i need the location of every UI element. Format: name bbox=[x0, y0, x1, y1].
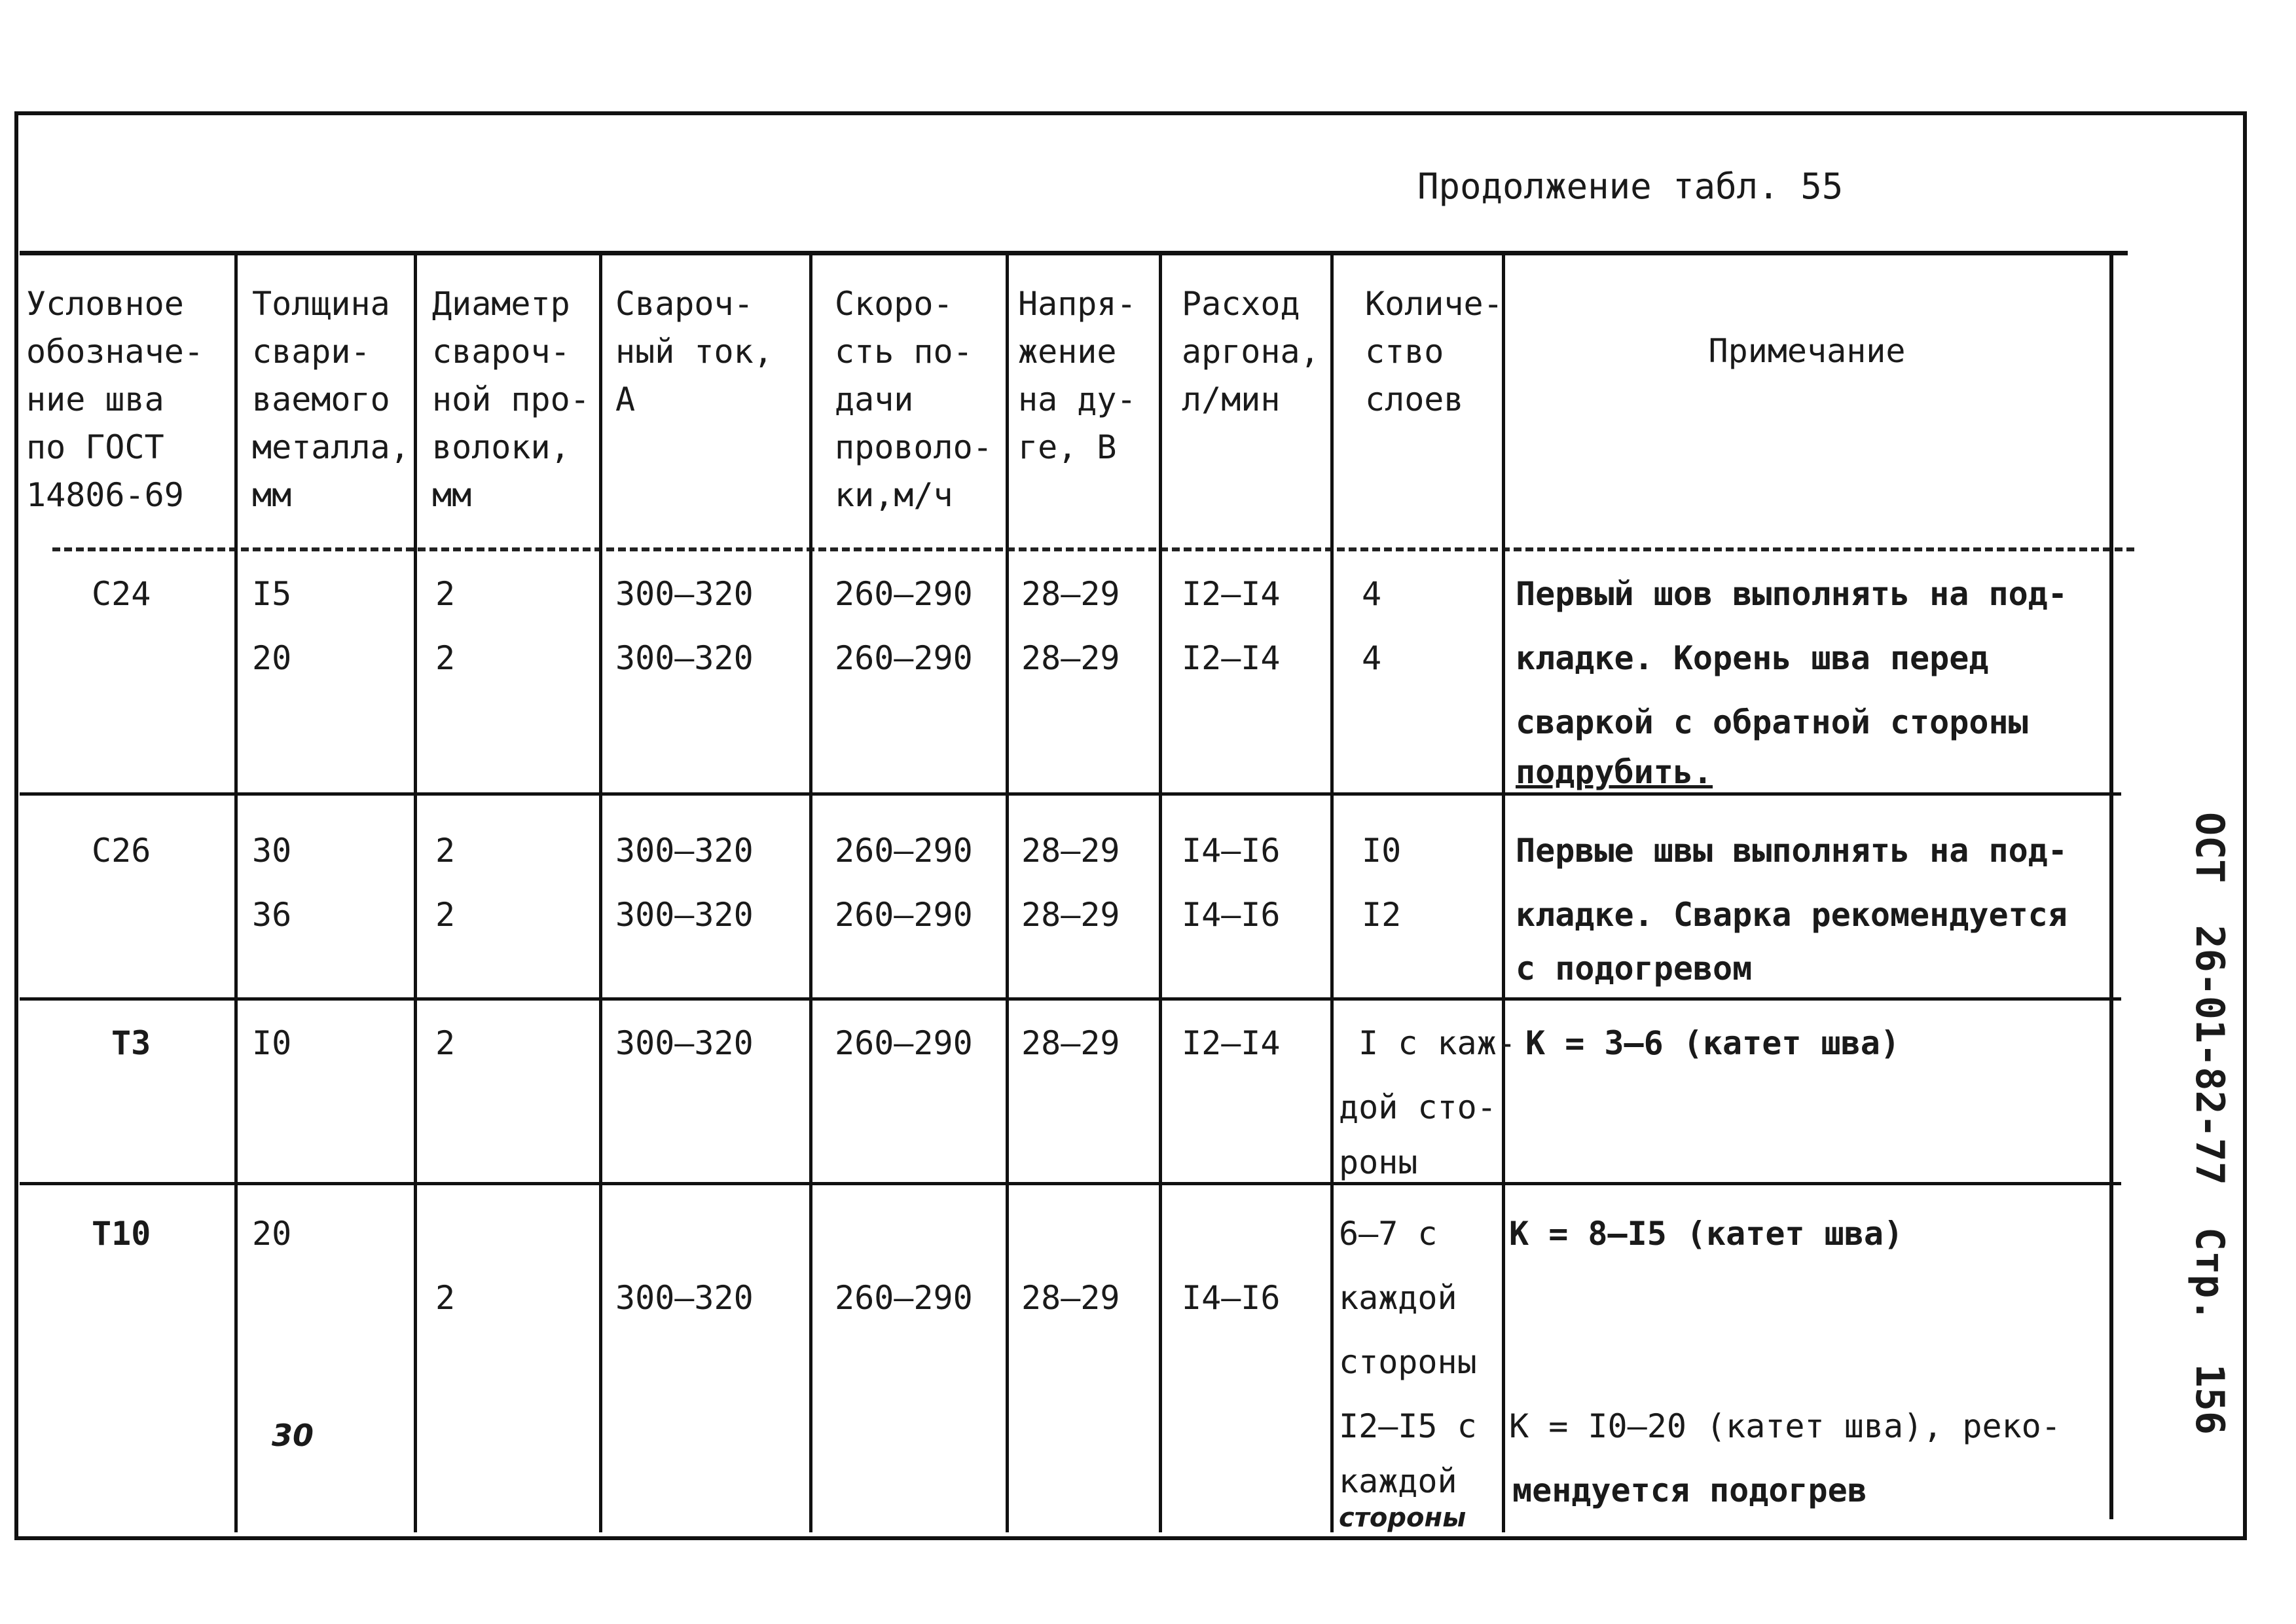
cell-layers-handwritten: стороны bbox=[1339, 1503, 1467, 1533]
cell-thickness: I0 bbox=[252, 1024, 292, 1062]
cell-wire-diameter: 2 bbox=[435, 1279, 456, 1317]
cell-note: Первые швы выполнять на под- bbox=[1516, 832, 2068, 870]
cell-current: 300–320 bbox=[615, 575, 754, 613]
cell-voltage: 28–29 bbox=[1021, 1024, 1120, 1062]
cell-argon: I2–I4 bbox=[1182, 1024, 1281, 1062]
cell-wire-diameter: 2 bbox=[435, 575, 456, 613]
cell-note: мендуется подогрев bbox=[1512, 1471, 1867, 1509]
header-argon: Расход аргона, л/мин bbox=[1182, 285, 1320, 418]
header-feed-speed: Скоро- сть по- дачи проволо- ки,м/ч bbox=[835, 285, 993, 514]
header-current: Свароч- ный ток, А bbox=[615, 285, 773, 418]
table-top-rule bbox=[20, 251, 2128, 255]
row-separator-1 bbox=[20, 792, 2121, 796]
row-separator-3 bbox=[20, 1182, 2121, 1185]
header-note: Примечание bbox=[1708, 332, 1906, 370]
cell-thickness: 30 bbox=[252, 832, 292, 870]
cell-layers: I с каж- bbox=[1358, 1024, 1516, 1062]
cell-layers: 6–7 с bbox=[1339, 1215, 1438, 1253]
cell-feed-speed: 260–290 bbox=[835, 1279, 973, 1317]
cell-voltage: 28–29 bbox=[1021, 896, 1120, 934]
header-designation: Условное обозначе- ние шва по ГОСТ 14806-69 bbox=[26, 285, 204, 514]
cell-designation: С24 bbox=[92, 575, 151, 613]
document-code-margin: ОСТ 26-01-82-77 Стр. 156 bbox=[2187, 812, 2232, 1435]
cell-layers: 4 bbox=[1362, 639, 1382, 677]
cell-argon: I4–I6 bbox=[1182, 896, 1281, 934]
column-divider-7 bbox=[1330, 255, 1334, 1532]
row-separator-2 bbox=[20, 997, 2121, 1001]
cell-layers: I2 bbox=[1362, 896, 1402, 934]
cell-wire-diameter: 2 bbox=[435, 639, 456, 677]
cell-argon: I2–I4 bbox=[1182, 575, 1281, 613]
header-voltage: Напря- жение на ду- ге, В bbox=[1018, 285, 1137, 466]
cell-note: К = I0–20 (катет шва), реко- bbox=[1509, 1407, 2061, 1445]
header-separator bbox=[52, 547, 2134, 551]
cell-layers: роны bbox=[1339, 1143, 1418, 1181]
cell-note: с подогревом bbox=[1516, 950, 1753, 987]
cell-layers: стороны bbox=[1339, 1343, 1477, 1381]
column-divider-5 bbox=[1006, 255, 1009, 1532]
cell-feed-speed: 260–290 bbox=[835, 1024, 973, 1062]
column-divider-1 bbox=[234, 255, 238, 1532]
cell-voltage: 28–29 bbox=[1021, 639, 1120, 677]
cell-note: К = 8–I5 (катет шва) bbox=[1509, 1215, 1904, 1253]
cell-voltage: 28–29 bbox=[1021, 832, 1120, 870]
cell-designation: Т3 bbox=[111, 1024, 151, 1062]
cell-layers: I2–I5 с bbox=[1339, 1407, 1477, 1445]
cell-voltage: 28–29 bbox=[1021, 1279, 1120, 1317]
column-divider-3 bbox=[599, 255, 602, 1532]
cell-argon: I4–I6 bbox=[1182, 832, 1281, 870]
cell-feed-speed: 260–290 bbox=[835, 896, 973, 934]
cell-note: К = 3–6 (катет шва) bbox=[1525, 1024, 1900, 1062]
cell-current: 300–320 bbox=[615, 1279, 754, 1317]
cell-thickness: 20 bbox=[252, 639, 292, 677]
cell-argon: I4–I6 bbox=[1182, 1279, 1281, 1317]
cell-current: 300–320 bbox=[615, 832, 754, 870]
cell-thickness: I5 bbox=[252, 575, 292, 613]
cell-designation: С26 bbox=[92, 832, 151, 870]
cell-feed-speed: 260–290 bbox=[835, 575, 973, 613]
cell-note: кладке. Сварка рекомендуется bbox=[1516, 896, 2068, 934]
cell-layers: каждой bbox=[1339, 1462, 1457, 1500]
table-title: Продолжение табл. 55 bbox=[1417, 166, 1844, 207]
cell-layers: I0 bbox=[1362, 832, 1402, 870]
cell-note: кладке. Корень шва перед bbox=[1516, 639, 1989, 677]
header-thickness: Толщина свари- ваемого металла, мм bbox=[252, 285, 410, 514]
cell-thickness-handwritten: 30 bbox=[272, 1418, 314, 1453]
cell-thickness: 36 bbox=[252, 896, 292, 934]
header-layers: Количе- ство слоев bbox=[1365, 285, 1503, 418]
cell-argon: I2–I4 bbox=[1182, 639, 1281, 677]
cell-note: Первый шов выполнять на под- bbox=[1516, 575, 2068, 613]
cell-current: 300–320 bbox=[615, 1024, 754, 1062]
cell-layers: 4 bbox=[1362, 575, 1382, 613]
cell-wire-diameter: 2 bbox=[435, 832, 456, 870]
cell-current: 300–320 bbox=[615, 639, 754, 677]
column-divider-4 bbox=[809, 255, 812, 1532]
cell-wire-diameter: 2 bbox=[435, 896, 456, 934]
cell-current: 300–320 bbox=[615, 896, 754, 934]
cell-wire-diameter: 2 bbox=[435, 1024, 456, 1062]
header-wire-diameter: Диаметр свароч- ной про- волоки, мм bbox=[432, 285, 590, 514]
table-right-rule bbox=[2109, 255, 2113, 1519]
cell-note: подрубить. bbox=[1516, 753, 1713, 791]
cell-voltage: 28–29 bbox=[1021, 575, 1120, 613]
column-divider-2 bbox=[414, 255, 417, 1532]
cell-feed-speed: 260–290 bbox=[835, 832, 973, 870]
cell-note: сваркой с обратной стороны bbox=[1516, 703, 2028, 741]
cell-thickness: 20 bbox=[252, 1215, 292, 1253]
cell-layers: каждой bbox=[1339, 1279, 1457, 1317]
cell-feed-speed: 260–290 bbox=[835, 639, 973, 677]
cell-layers: дой сто- bbox=[1339, 1088, 1497, 1126]
column-divider-8 bbox=[1502, 255, 1505, 1532]
cell-designation: Т10 bbox=[92, 1215, 151, 1253]
column-divider-6 bbox=[1159, 255, 1162, 1532]
